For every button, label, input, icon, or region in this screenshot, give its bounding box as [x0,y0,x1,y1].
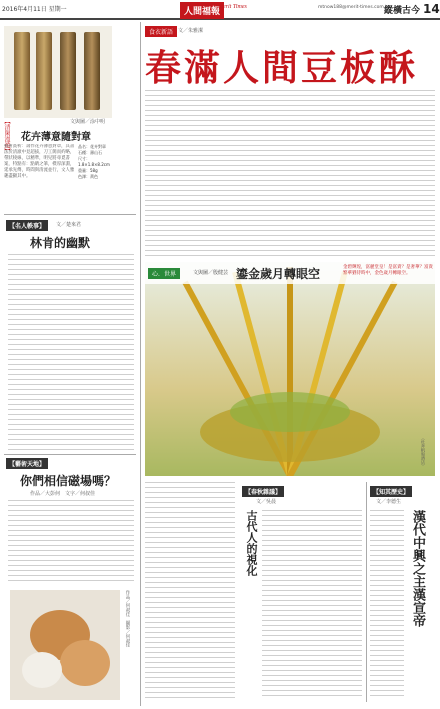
article-headline: 林肯的幽默 [30,236,91,250]
issue-date: 2016年4月11日 星期一 [2,6,67,13]
section-label: 【藝術天地】 [6,458,48,469]
section-divider [4,454,136,455]
masthead-logo: 人間福報 [180,2,224,19]
feature-tag: 食衣新語 [145,26,177,37]
article-headline: 花卉薄意隨對章 [21,132,91,143]
article-headline: 漢代中興之主漢宣帝 [410,510,425,627]
column-divider [140,22,141,706]
photo-headline: 鎏金歲月轉眼空 [236,267,321,281]
masthead-subtitle: Merit Times [218,4,247,10]
section-label: 【春秋雜議】 [242,486,284,497]
feature-author: 文／朱雅潔 [178,28,204,34]
photo-credit: 作品／何叔佳 攝影／何叔佳 [125,590,130,648]
section-author: 文／吳晨 [256,499,277,505]
seal-stamp [36,32,52,110]
feature-headline: 春滿人間豆板酥 [145,47,419,89]
atrium-illustration [145,262,435,476]
page-header [0,0,440,20]
article-body [8,254,134,450]
section-author: 作品／大彭何 文字／何叔佳 [30,491,96,497]
spec-item: 重量：58g [78,168,98,173]
spec-list [78,144,110,180]
spec-item: 尺寸：1.8×1.8×8.2cm [78,156,110,167]
section-author: 文／楚來君 [56,222,82,228]
section-divider [4,214,136,215]
photo-tag: 心．世界 [148,268,180,279]
section-label: 【名人軼事】 [6,220,48,231]
column-tag: 【清閑漫遊】 [3,118,10,154]
seal-stamp [84,32,100,110]
section-title: 縱橫古今 [384,6,421,16]
section-author: 文／李德生 [376,499,402,505]
spec-item: 色澤：黃色 [78,174,98,179]
seal-stamp [14,32,30,110]
dog-figure [60,640,110,686]
article-headline: 古代人的視化 [245,510,258,576]
column-divider [366,482,367,702]
dog-figure [22,652,62,688]
spec-item: 品名：花卉對章 [78,144,106,149]
seal-stamps-photo [4,26,112,118]
atrium-photo [145,262,435,476]
article-body: 藝術賞析：壽作花卉薄意對章，其書法於清澈中見超拔，刀工簡而約略，帶狀稜線，以精準，明兒將尋覓書案，特點有：點睛之筆，樸厚深淵，延承先傅，時間與清流並行，文人雅趣盡顯其中。 [4,144,75,179]
photo-author: 文與圖／殷健芸 [193,270,229,276]
article-credit: 文與圖／涂中明 [70,119,106,125]
contact-email: mtnow188@merit-times.com.tw [318,5,391,10]
page-number: 14 [423,2,440,16]
spec-item: 石種：壽山石 [78,150,102,155]
photo-caption: 金碧輝煌，富麗堂皇！是富貴？是奢華？富貴繁華猶待時中，金色歲月轉眼空。 [343,265,433,276]
seal-stamp [60,32,76,110]
article-headline: 你們相信磁場嗎？ [20,474,117,488]
article-body [262,510,362,700]
feature-body [145,90,435,256]
section-label: 【知其歷史】 [370,486,412,497]
article-body [8,500,134,584]
article-body [370,510,404,700]
dog-artwork-photo [10,590,120,700]
photo-credit: （杜拜帆船酒店） [421,436,426,468]
article-body [145,482,235,702]
